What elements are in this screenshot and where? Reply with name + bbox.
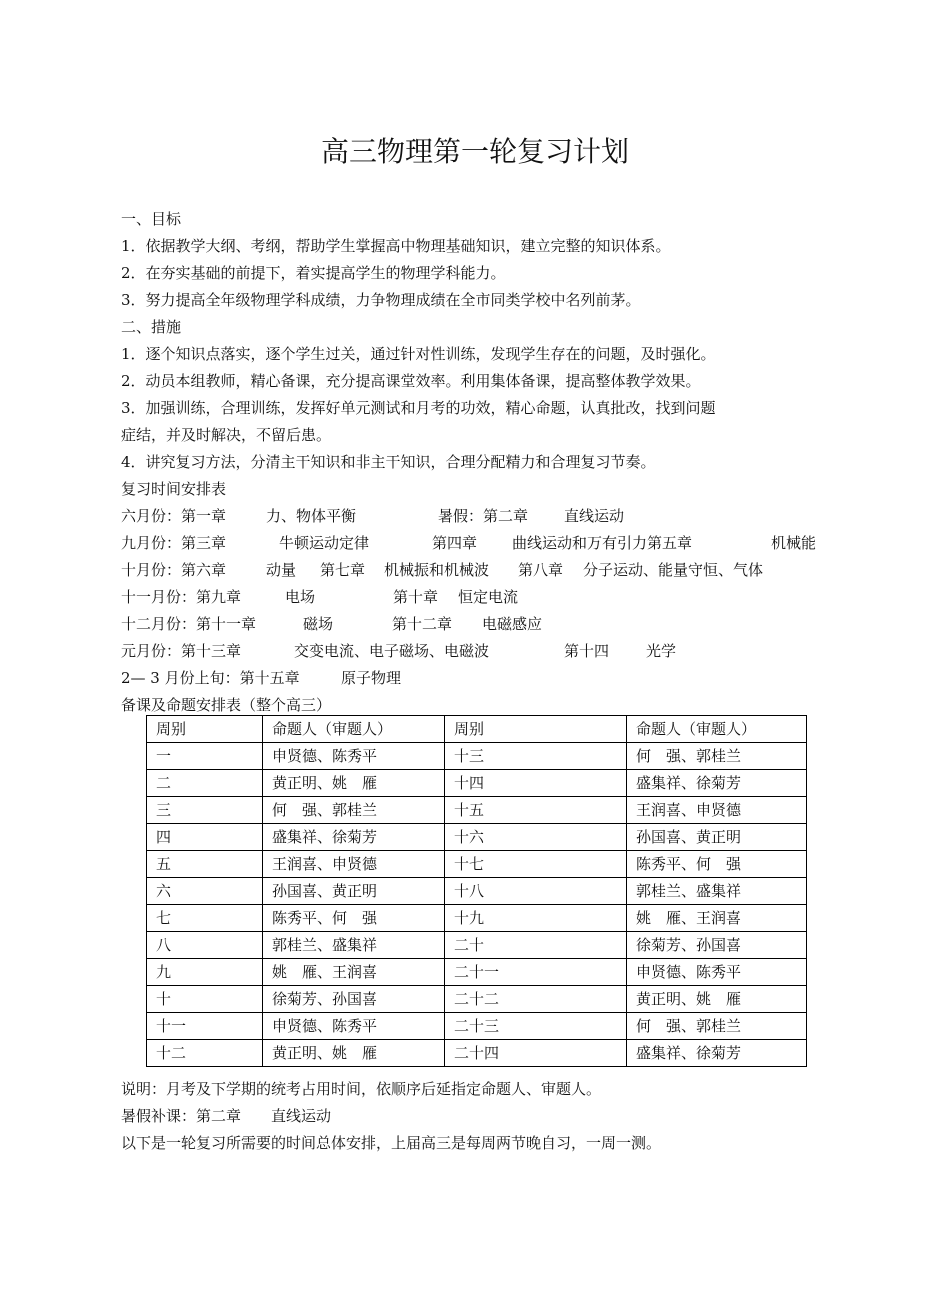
table-cell: 盛集祥、徐菊芳 (263, 824, 445, 851)
review-row-september (121, 530, 821, 557)
review-cell: 十月份：第六章 (121, 561, 227, 579)
review-cell: 曲线运动和万有引力第五章 (512, 534, 693, 552)
table-cell: 郭桂兰、盛集祥 (263, 932, 445, 959)
table-row (147, 932, 807, 959)
note-summer-class: 暑假补课：第二章 直线运动 (121, 1107, 332, 1125)
table-cell: 黄正明、姚 雁 (263, 770, 445, 797)
table-cell: 八 (147, 932, 263, 959)
table-cell: 七 (147, 905, 263, 932)
review-cell: 十一月份：第九章 (121, 588, 242, 606)
table-cell: 十四 (445, 770, 627, 797)
review-row-june (121, 503, 821, 530)
review-cell: 机械能 (771, 534, 817, 552)
review-cell: 六月份：第一章 (121, 507, 227, 525)
table-cell: 姚 雁、王润喜 (263, 959, 445, 986)
table-header-cell: 周别 (445, 716, 627, 743)
plan-body (121, 206, 821, 719)
review-cell: 牛顿运动定律 (279, 534, 370, 552)
table-cell: 王润喜、申贤德 (627, 797, 807, 824)
review-cell: 元月份：第十三章 (121, 642, 242, 660)
review-row-november (121, 584, 821, 611)
review-cell: 暑假：第二章 (438, 507, 529, 525)
table-cell: 姚 雁、王润喜 (627, 905, 807, 932)
table-cell: 孙国喜、黄正明 (263, 878, 445, 905)
table-cell: 五 (147, 851, 263, 878)
table-cell: 申贤德、陈秀平 (627, 959, 807, 986)
table-row (147, 878, 807, 905)
table-cell: 陈秀平、何 强 (263, 905, 445, 932)
review-cell: 第七章 (320, 561, 366, 579)
review-cell: 第十四 (564, 642, 610, 660)
table-header-row (147, 716, 807, 743)
measures-heading: 二、措施 (121, 318, 182, 336)
table-cell: 黄正明、姚 雁 (263, 1040, 445, 1067)
prep-schedule-table (146, 715, 807, 1067)
review-cell: 交变电流、电子磁场、电磁波 (294, 642, 490, 660)
review-cell: 力、物体平衡 (266, 507, 357, 525)
table-cell: 十三 (445, 743, 627, 770)
table-row (147, 986, 807, 1013)
table-cell: 十一 (147, 1013, 263, 1040)
table-cell: 陈秀平、何 强 (627, 851, 807, 878)
table-row (147, 1013, 807, 1040)
table-header-cell: 周别 (147, 716, 263, 743)
table-cell: 十七 (445, 851, 627, 878)
table-cell: 四 (147, 824, 263, 851)
table-cell: 十六 (445, 824, 627, 851)
table-header-cell: 命题人（审题人） (627, 716, 807, 743)
table-cell: 十 (147, 986, 263, 1013)
table-row (147, 1040, 807, 1067)
goals-heading: 一、目标 (121, 210, 182, 228)
review-cell: 电场 (285, 588, 316, 606)
document-title: 高三物理第一轮复习计划 (320, 135, 629, 168)
review-cell: 电磁感应 (482, 615, 543, 633)
table-cell: 九 (147, 959, 263, 986)
goal-item: 1．依据教学大纲、考纲，帮助学生掌握高中物理基础知识，建立完整的知识体系。 (121, 237, 671, 255)
table-cell: 申贤德、陈秀平 (263, 743, 445, 770)
review-cell: 第十章 (393, 588, 439, 606)
table-cell: 孙国喜、黄正明 (627, 824, 807, 851)
table-cell: 徐菊芳、孙国喜 (263, 986, 445, 1013)
table-cell: 十九 (445, 905, 627, 932)
table-cell: 二十三 (445, 1013, 627, 1040)
review-row-feb-march (121, 665, 821, 692)
table-row (147, 797, 807, 824)
review-row-january (121, 638, 821, 665)
table-cell: 二 (147, 770, 263, 797)
table-cell: 三 (147, 797, 263, 824)
review-cell: 光学 (646, 642, 677, 660)
table-cell: 何 强、郭桂兰 (627, 1013, 807, 1040)
review-cell: 第四章 (432, 534, 478, 552)
table-row (147, 824, 807, 851)
review-cell: 恒定电流 (458, 588, 519, 606)
measure-item: 3．加强训练，合理训练，发挥好单元测试和月考的功效，精心命题，认真批改，找到问题 (121, 399, 716, 417)
review-row-december (121, 611, 821, 638)
review-cell: 直线运动 (564, 507, 625, 525)
measure-item: 2．动员本组教师，精心备课，充分提高课堂效率。利用集体备课，提高整体教学效果。 (121, 372, 701, 390)
review-cell: 第十二章 (392, 615, 453, 633)
measure-item: 4．讲究复习方法，分清主干知识和非主干知识，合理分配精力和合理复习节奏。 (121, 453, 656, 471)
table-cell: 六 (147, 878, 263, 905)
table-cell: 盛集祥、徐菊芳 (627, 1040, 807, 1067)
table-cell: 黄正明、姚 雁 (627, 986, 807, 1013)
review-cell: 磁场 (303, 615, 334, 633)
table-row (147, 770, 807, 797)
review-cell: 分子运动、能量守恒、气体 (583, 561, 764, 579)
table-cell: 何 强、郭桂兰 (263, 797, 445, 824)
measure-item: 症结，并及时解决，不留后患。 (121, 426, 332, 444)
table-cell: 一 (147, 743, 263, 770)
table-header-cell: 命题人（审题人） (263, 716, 445, 743)
table-row (147, 743, 807, 770)
review-cell: 第八章 (518, 561, 564, 579)
review-cell: 十二月份：第十一章 (121, 615, 257, 633)
table-row (147, 959, 807, 986)
table-cell: 申贤德、陈秀平 (263, 1013, 445, 1040)
table-cell: 二十一 (445, 959, 627, 986)
table-cell: 徐菊芳、孙国喜 (627, 932, 807, 959)
review-cell: 2— 3 月份上旬：第十五章 (121, 669, 300, 687)
review-cell: 机械振和机械波 (384, 561, 490, 579)
review-cell: 九月份：第三章 (121, 534, 227, 552)
table-cell: 二十 (445, 932, 627, 959)
table-cell: 郭桂兰、盛集祥 (627, 878, 807, 905)
prep-schedule-heading: 备课及命题安排表（整个高三） (121, 696, 332, 714)
note-time-overview: 以下是一轮复习所需要的时间总体安排，上届高三是每周两节晚自习，一周一测。 (121, 1134, 662, 1152)
table-cell: 王润喜、申贤德 (263, 851, 445, 878)
table-row (147, 851, 807, 878)
table-cell: 二十四 (445, 1040, 627, 1067)
table-cell: 何 强、郭桂兰 (627, 743, 807, 770)
table-cell: 十八 (445, 878, 627, 905)
review-row-october (121, 557, 821, 584)
table-cell: 十五 (445, 797, 627, 824)
goal-item: 2．在夯实基础的前提下，着实提高学生的物理学科能力。 (121, 264, 506, 282)
notes-section (121, 1076, 821, 1157)
review-cell: 原子物理 (341, 669, 402, 687)
goal-item: 3．努力提高全年级物理学科成绩，力争物理成绩在全市同类学校中名列前茅。 (121, 291, 641, 309)
table-cell: 二十二 (445, 986, 627, 1013)
review-schedule-heading: 复习时间安排表 (121, 480, 227, 498)
review-cell: 动量 (266, 561, 297, 579)
note-explanation: 说明：月考及下学期的统考占用时间，依顺序后延指定命题人、审题人。 (121, 1080, 602, 1098)
table-row (147, 905, 807, 932)
measure-item: 1．逐个知识点落实，逐个学生过关，通过针对性训练，发现学生存在的问题，及时强化。 (121, 345, 716, 363)
table-cell: 盛集祥、徐菊芳 (627, 770, 807, 797)
table-cell: 十二 (147, 1040, 263, 1067)
